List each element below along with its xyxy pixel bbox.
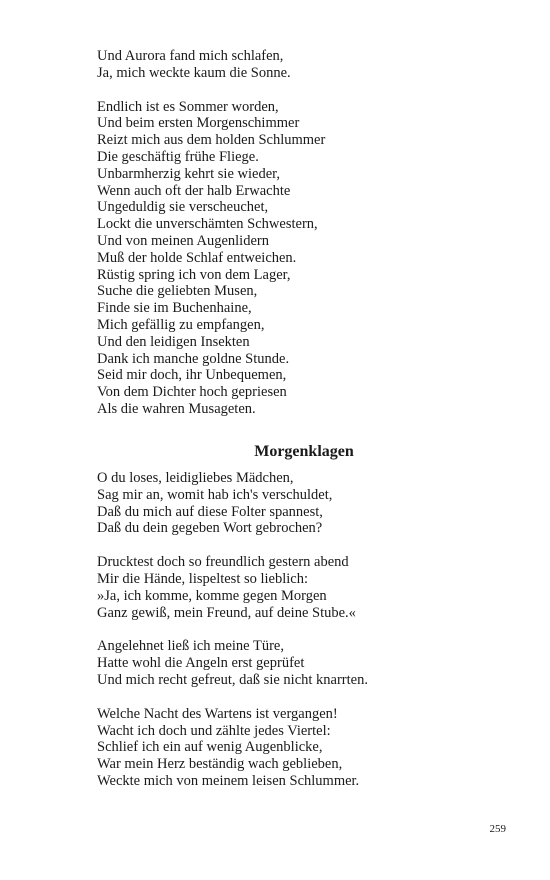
stanza — [97, 706, 497, 790]
poem-line: Unbarmherzig kehrt sie wieder, — [97, 165, 281, 182]
stanza — [97, 99, 497, 418]
poem-line: Dank ich manche goldne Stunde. — [97, 350, 290, 367]
poem-line: Daß du mich auf diese Folter spannest, — [97, 503, 323, 520]
poem-morgenklagen — [97, 470, 497, 807]
poem-line: Ganz gewiß, mein Freund, auf deine Stube.« — [97, 604, 356, 621]
poem-line: Und Aurora fand mich schlafen, — [97, 48, 284, 64]
poem-line: Endlich ist es Sommer worden, — [97, 98, 279, 115]
poem-continuation — [97, 48, 497, 435]
stanza — [97, 48, 497, 82]
poem-line: Wenn auch oft der halb Erwachte — [97, 182, 291, 199]
poem-line: Welche Nacht des Wartens ist vergangen! — [97, 705, 338, 722]
poem-line: Muß der holde Schlaf entweichen. — [97, 249, 297, 266]
poem-line: Wacht ich doch und zählte jedes Viertel: — [97, 722, 331, 739]
poem-line: Angelehnet ließ ich meine Türe, — [97, 638, 284, 655]
stanza — [97, 554, 497, 621]
poem-line: Ja, mich weckte kaum die Sonne. — [97, 64, 291, 81]
poem-line: Und mich recht gefreut, daß sie nicht knarrten. — [97, 671, 368, 688]
stanza — [97, 638, 497, 688]
poem-line: War mein Herz beständig wach geblieben, — [97, 756, 343, 773]
poem-line: Drucktest doch so freundlich gestern abend — [97, 554, 349, 571]
poem-line: Als die wahren Musageten. — [97, 400, 256, 417]
poem-line: Schlief ich ein auf wenig Augenblicke, — [97, 739, 323, 756]
poem-line: Finde sie im Buchenhaine, — [97, 300, 252, 317]
poem-line: Und den leidigen Insekten — [97, 333, 250, 350]
page-number: 259 — [489, 823, 506, 835]
poem-line: Weckte mich von meinem leisen Schlummer. — [97, 772, 360, 789]
poem-line: Mich gefällig zu empfangen, — [97, 316, 265, 333]
poem-line: Rüstig spring ich von dem Lager, — [97, 266, 291, 283]
poem-line: Und beim ersten Morgenschimmer — [97, 115, 300, 132]
poem-line: Lockt die unverschämten Schwestern, — [97, 216, 318, 233]
poem-line: Sag mir an, womit hab ich's verschuldet, — [97, 486, 333, 503]
poem-line: Mir die Hände, lispeltest so lieblich: — [97, 570, 309, 587]
poem-line: Suche die geliebten Musen, — [97, 283, 258, 300]
poem-line: Hatte wohl die Angeln erst geprüfet — [97, 655, 305, 672]
poem-line: Daß du dein gegeben Wort gebrochen? — [97, 520, 323, 537]
poem-line: Reizt mich aus dem holden Schlummer — [97, 132, 326, 149]
poem-line: Seid mir doch, ihr Unbequemen, — [97, 367, 287, 384]
poem-line: Und von meinen Augenlidern — [97, 232, 269, 249]
poem-line: Die geschäftig frühe Fliege. — [97, 148, 259, 165]
poem-line: »Ja, ich komme, komme gegen Morgen — [97, 587, 327, 604]
poem-line: Ungeduldig sie verscheuchet, — [97, 199, 269, 216]
poem-title: Morgenklagen — [254, 443, 354, 460]
poem-line: O du loses, leidigliebes Mädchen, — [97, 470, 294, 486]
stanza — [97, 470, 497, 537]
poem-line: Von dem Dichter hoch gepriesen — [97, 384, 287, 401]
